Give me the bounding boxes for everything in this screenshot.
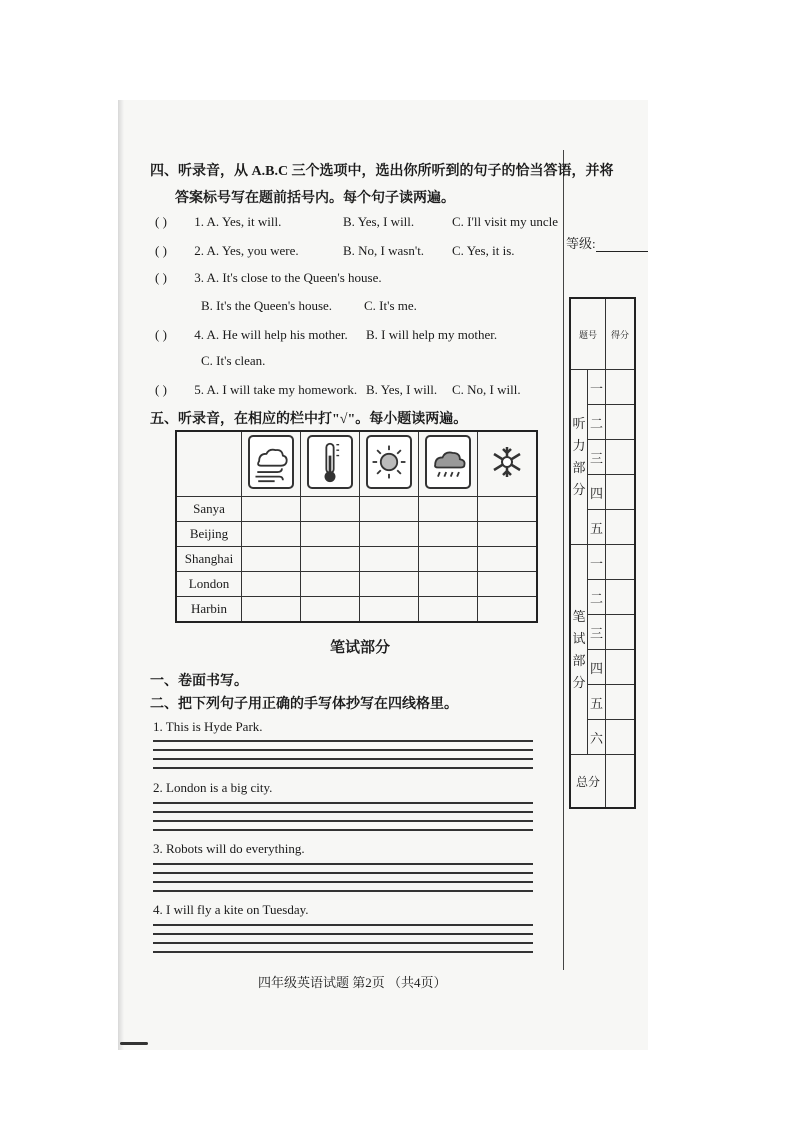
question-1: [155, 214, 281, 230]
score-cell[interactable]: [606, 510, 636, 545]
wind-cell: [242, 431, 301, 497]
check-cell[interactable]: [419, 597, 478, 623]
answer-paren[interactable]: ( ): [155, 214, 167, 229]
listening-item-number: 三: [588, 440, 606, 475]
written-part2: 二、把下列句子用正确的手写体抄写在四线格里。: [150, 697, 458, 712]
check-cell[interactable]: [360, 547, 419, 572]
written-part1: 一、卷面书写。: [150, 674, 248, 689]
check-cell[interactable]: [478, 497, 538, 522]
check-cell[interactable]: [242, 497, 301, 522]
check-cell[interactable]: [419, 522, 478, 547]
weather-row-sanya: [176, 497, 537, 522]
answer-paren[interactable]: ( ): [155, 382, 167, 397]
check-cell[interactable]: [478, 547, 538, 572]
total-score-cell[interactable]: [606, 755, 636, 809]
question-5: [155, 382, 357, 398]
snowflake-icon: [484, 435, 530, 489]
question-4: [155, 327, 348, 343]
question-number: 4.: [194, 327, 204, 342]
written-part-heading: 笔试部分: [330, 640, 391, 656]
score-cell[interactable]: [606, 580, 636, 615]
question-3-option-c: C. It's me.: [364, 298, 417, 313]
weather-row-shanghai: [176, 547, 537, 572]
listening-item-number: 二: [588, 405, 606, 440]
check-cell[interactable]: [478, 597, 538, 623]
grade-field: [566, 233, 648, 252]
score-cell[interactable]: [606, 650, 636, 685]
check-cell[interactable]: [360, 572, 419, 597]
city-label: Harbin: [176, 597, 242, 623]
rain-icon: [425, 435, 471, 489]
score-cell[interactable]: [606, 370, 636, 405]
question-number: 2.: [194, 243, 204, 258]
listening-item-number: 五: [588, 510, 606, 545]
score-cell[interactable]: [606, 615, 636, 650]
city-label: London: [176, 572, 242, 597]
listening-section-label: 听 力 部 分: [570, 370, 588, 545]
binding-margin-line: [563, 150, 564, 970]
listening-item-number: 一: [588, 370, 606, 405]
score-cell[interactable]: [606, 475, 636, 510]
check-cell[interactable]: [360, 597, 419, 623]
question-2: [155, 243, 299, 259]
check-cell[interactable]: [301, 572, 360, 597]
option-a: A. Yes, you were.: [206, 243, 299, 258]
score-cell[interactable]: [606, 405, 636, 440]
written-item-number: 四: [588, 650, 606, 685]
question-number: 3.: [194, 270, 204, 285]
check-cell[interactable]: [242, 547, 301, 572]
handwriting-lines-1[interactable]: [153, 740, 533, 770]
grade-blank[interactable]: [596, 238, 648, 252]
thermometer-icon: [307, 435, 353, 489]
question-4-option-b: B. I will help my mother.: [366, 327, 498, 342]
question-2-option-b: B. No, I wasn't.: [343, 243, 425, 258]
total-score-label: 总分: [570, 755, 606, 809]
temperature-cell: [301, 431, 360, 497]
check-cell[interactable]: [242, 522, 301, 547]
check-cell[interactable]: [360, 522, 419, 547]
score-cell[interactable]: [606, 720, 636, 755]
weather-icon-row: [176, 431, 537, 497]
score-cell[interactable]: [606, 545, 636, 580]
copy-sentence-2: 2. London is a big city.: [153, 780, 273, 795]
weather-grid: [175, 430, 538, 623]
handwriting-lines-2[interactable]: [153, 802, 533, 832]
score-header-points: 得分: [606, 298, 636, 370]
check-cell[interactable]: [301, 497, 360, 522]
weather-row-beijing: [176, 522, 537, 547]
written-section-label: 笔 试 部 分: [570, 545, 588, 755]
sunny-cell: [360, 431, 419, 497]
check-cell[interactable]: [419, 572, 478, 597]
check-cell[interactable]: [242, 572, 301, 597]
question-3-option-b: B. It's the Queen's house.: [201, 298, 333, 313]
question-2-option-c: C. Yes, it is.: [452, 243, 515, 258]
option-a: A. He will help his mother.: [206, 327, 348, 342]
copy-sentence-1: 1. This is Hyde Park.: [153, 719, 263, 734]
option-a: A. I will take my homework.: [206, 382, 358, 397]
check-cell[interactable]: [478, 522, 538, 547]
question-1-option-c: C. I'll visit my uncle: [452, 214, 558, 229]
answer-paren[interactable]: ( ): [155, 243, 167, 258]
check-cell[interactable]: [419, 497, 478, 522]
check-cell[interactable]: [419, 547, 478, 572]
question-number: 1.: [194, 214, 204, 229]
check-cell[interactable]: [242, 597, 301, 623]
weather-row-harbin: [176, 597, 537, 623]
score-cell[interactable]: [606, 440, 636, 475]
written-item-number: 五: [588, 685, 606, 720]
question-3: [155, 270, 382, 286]
question-number: 5.: [194, 382, 204, 397]
score-header-number: 题号: [570, 298, 606, 370]
check-cell[interactable]: [360, 497, 419, 522]
city-label: Sanya: [176, 497, 242, 522]
answer-paren[interactable]: ( ): [155, 327, 167, 342]
handwriting-lines-3[interactable]: [153, 863, 533, 893]
answer-paren[interactable]: ( ): [155, 270, 167, 285]
section4-title-line1: 四、听录音，从 A.B.C 三个选项中，选出你所听到的句子的恰当答语，并将: [150, 164, 614, 179]
section5-title: 五、听录音，在相应的栏中打"√"。每小题读两遍。: [150, 412, 468, 427]
rainy-cell: [419, 431, 478, 497]
option-a: A. It's close to the Queen's house.: [206, 270, 382, 285]
check-cell[interactable]: [301, 522, 360, 547]
check-cell[interactable]: [301, 547, 360, 572]
city-label: Beijing: [176, 522, 242, 547]
question-4-option-c: C. It's clean.: [201, 353, 266, 368]
section4-title-line2: 答案标号写在题前括号内。每个句子读两遍。: [175, 191, 455, 206]
grade-label: 等级:: [566, 236, 596, 251]
option-a: A. Yes, it will.: [206, 214, 282, 229]
corner-cell: [176, 431, 242, 497]
written-item-number: 二: [588, 580, 606, 615]
paper-shadow: [118, 100, 124, 1050]
check-cell[interactable]: [301, 597, 360, 623]
weather-row-london: [176, 572, 537, 597]
score-table: [569, 297, 636, 809]
wind-icon: [248, 435, 294, 489]
scan-mark: [120, 1042, 148, 1045]
listening-item-number: 四: [588, 475, 606, 510]
page-footer: 四年级英语试题 第2页 （共4页）: [258, 975, 447, 990]
written-item-number: 三: [588, 615, 606, 650]
written-item-number: 六: [588, 720, 606, 755]
score-cell[interactable]: [606, 685, 636, 720]
question-5-option-c: C. No, I will.: [452, 382, 521, 397]
handwriting-lines-4[interactable]: [153, 924, 533, 954]
copy-sentence-4: 4. I will fly a kite on Tuesday.: [153, 902, 309, 917]
snowy-cell: [478, 431, 538, 497]
question-1-option-b: B. Yes, I will.: [343, 214, 415, 229]
copy-sentence-3: 3. Robots will do everything.: [153, 841, 305, 856]
question-5-option-b: B. Yes, I will.: [366, 382, 438, 397]
written-item-number: 一: [588, 545, 606, 580]
check-cell[interactable]: [478, 572, 538, 597]
city-label: Shanghai: [176, 547, 242, 572]
sun-icon: [366, 435, 412, 489]
